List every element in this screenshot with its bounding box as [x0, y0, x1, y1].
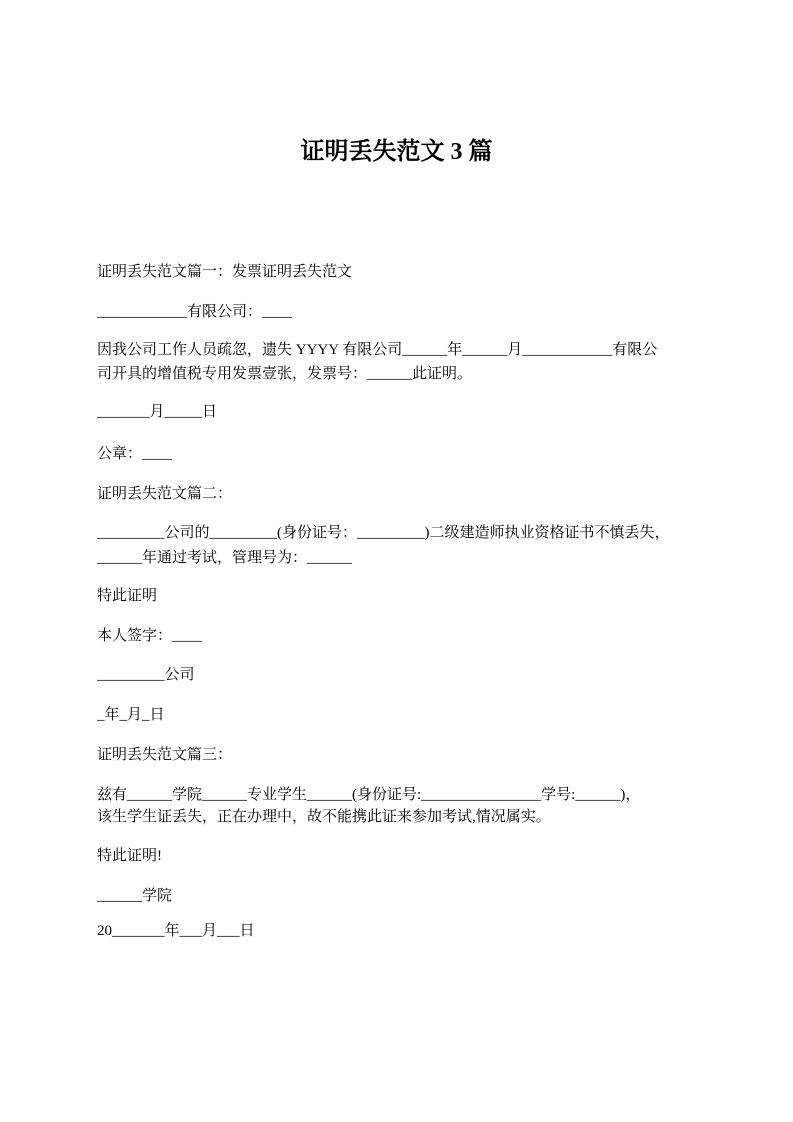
section-two-company: _________公司	[97, 667, 195, 683]
section-two-body-line-1: _________公司的_________(身份证号：_________)二级建造师执业资格证书不慎丢失，	[97, 525, 670, 541]
section-three-date: 20_______年___月___日	[97, 923, 255, 939]
section-three-body-line-1: 兹有______学院______专业学生______(身份证号:________________学号:______)，	[97, 787, 641, 803]
section-two-certify: 特此证明	[97, 588, 158, 604]
section-one-body-line-1: 因我公司工作人员疏忽，遗失 YYYY 有限公司______年______月____________有限公	[97, 342, 658, 358]
section-three-body-line-2: 该生学生证丢失，正在办理中，故不能携此证来参加考试,情况属实。	[97, 809, 551, 825]
section-one-heading: 证明丢失范文篇一：发票证明丢失范文	[97, 264, 353, 280]
section-one-body-line-2: 司开具的增值税专用发票壹张，发票号：______此证明。	[97, 366, 473, 382]
section-two-heading: 证明丢失范文篇二：	[97, 486, 233, 502]
section-three-heading: 证明丢失范文篇三：	[97, 747, 233, 763]
section-two-body-line-2: ______年通过考试，管理号为：______	[97, 550, 353, 566]
section-three-college: ______学院	[97, 888, 173, 904]
section-one-salutation: ____________有限公司：____	[97, 304, 293, 320]
section-one-date: _______月_____日	[97, 404, 218, 420]
section-one-seal: 公章：____	[97, 446, 173, 462]
section-three-certify: 特此证明!	[97, 848, 162, 864]
section-two-signature: 本人签字：____	[97, 628, 203, 644]
document-title: 证明丢失范文 3 篇	[300, 139, 493, 165]
section-two-date: _年_月_日	[97, 707, 165, 723]
